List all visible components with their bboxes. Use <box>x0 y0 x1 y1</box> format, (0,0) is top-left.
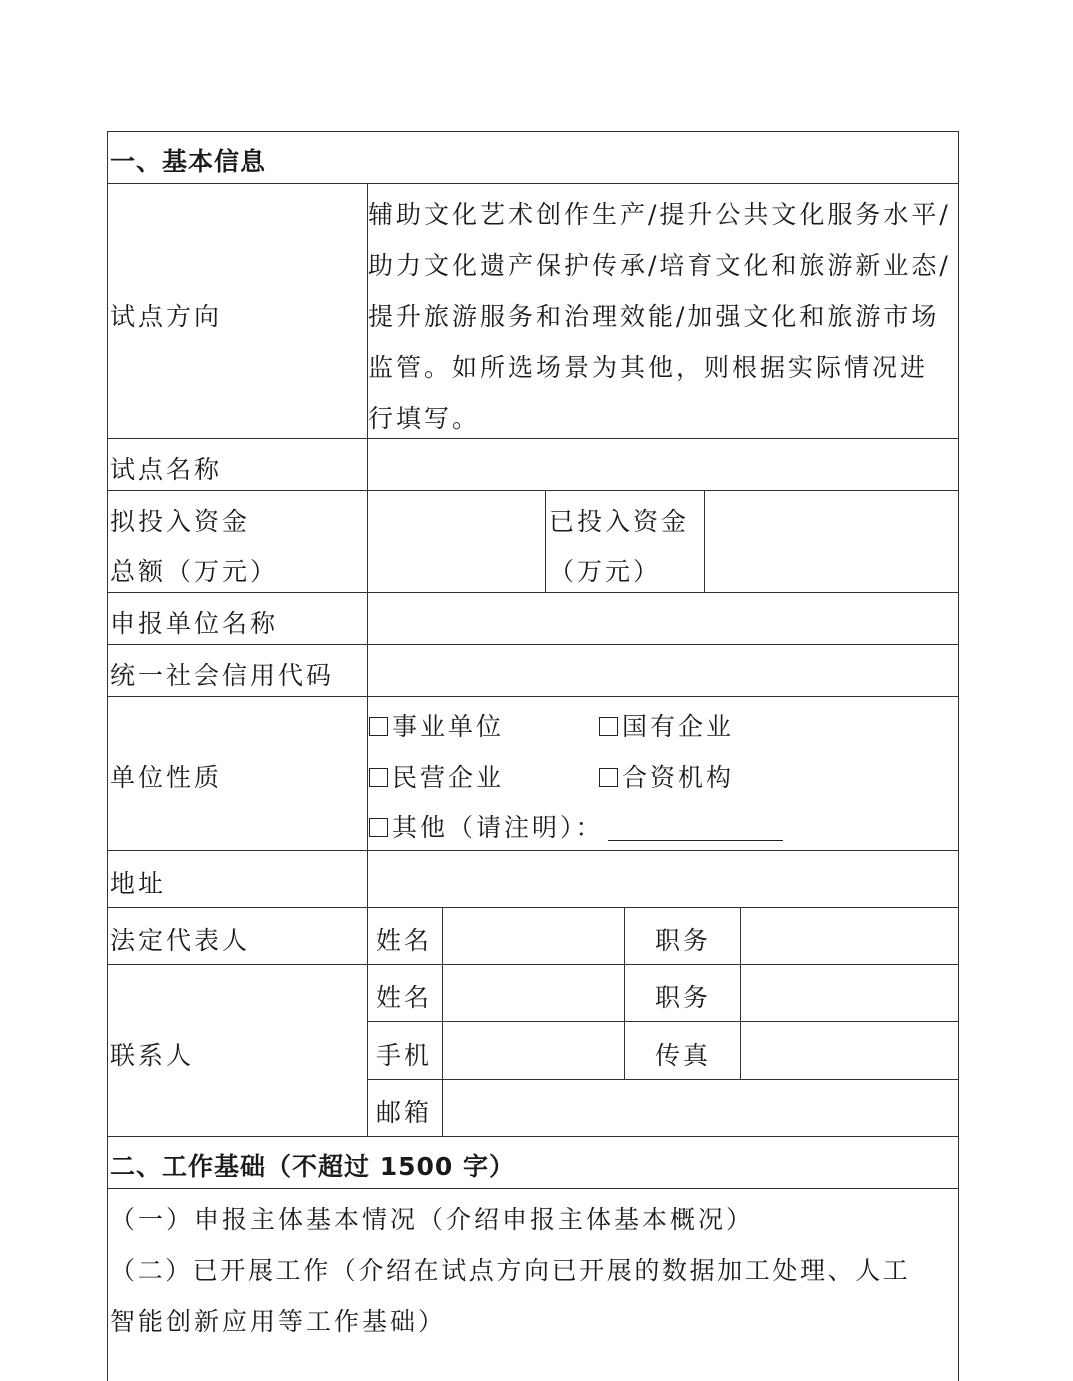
unit-type-label: 单位性质 <box>110 763 223 792</box>
planned-funds-field[interactable] <box>369 492 544 591</box>
table-border-right <box>958 131 959 1381</box>
contact-title-label: 职务 <box>655 983 712 1012</box>
contact-mobile-field[interactable] <box>444 1023 623 1078</box>
invested-funds-label-line2: （万元） <box>549 557 662 586</box>
planned-funds-label-line1: 拟投入资金 <box>110 507 251 536</box>
contact-name-field[interactable] <box>444 966 623 1020</box>
column-divider <box>442 907 443 1136</box>
legal-rep-name-field[interactable] <box>444 909 623 963</box>
pilot-name-label: 试点名称 <box>110 455 223 484</box>
table-border-left <box>107 131 108 1381</box>
column-divider <box>624 907 625 1079</box>
option-other[interactable]: 其他（请注明）： <box>369 802 783 853</box>
checkbox-icon[interactable] <box>369 818 388 837</box>
option-joint-venture[interactable]: 合资机构 <box>599 752 734 803</box>
other-specify-blank[interactable] <box>608 814 783 841</box>
contact-title-field[interactable] <box>742 966 957 1020</box>
legal-rep-label: 法定代表人 <box>110 926 251 955</box>
address-field[interactable] <box>369 852 957 906</box>
column-divider <box>704 490 705 592</box>
checkbox-icon[interactable] <box>599 717 618 736</box>
applicant-name-label: 申报单位名称 <box>110 609 279 638</box>
credit-code-label: 统一社会信用代码 <box>110 661 335 690</box>
checkbox-icon[interactable] <box>369 717 388 736</box>
planned-funds-label-line2: 总额（万元） <box>110 557 279 586</box>
direction-label: 试点方向 <box>110 302 223 331</box>
contact-fax-field[interactable] <box>742 1023 957 1078</box>
checkbox-icon[interactable] <box>599 768 618 787</box>
address-label: 地址 <box>110 869 167 898</box>
contact-email-field[interactable] <box>444 1081 957 1135</box>
pilot-name-field[interactable] <box>369 440 957 489</box>
legal-rep-title-field[interactable] <box>742 909 957 963</box>
option-private[interactable]: 民营企业 <box>369 752 504 803</box>
section-heading-work-foundation: 二、工作基础（不超过 1500 字） <box>110 1152 515 1181</box>
contact-label: 联系人 <box>110 1041 195 1070</box>
work-item-2-line1: （二）已开展工作（介绍在试点方向已开展的数据加工处理、人工 <box>110 1256 911 1285</box>
row-divider <box>107 1136 959 1137</box>
column-divider <box>545 490 546 592</box>
table-border-top <box>107 131 959 132</box>
invested-funds-label-line1: 已投入资金 <box>549 507 690 536</box>
row-divider <box>107 907 959 908</box>
contact-fax-label: 传真 <box>655 1041 712 1070</box>
applicant-name-field[interactable] <box>369 594 957 643</box>
direction-description: 辅助文化艺术创作生产/提升公共文化服务水平/助力文化遗产保护传承/培育文化和旅游新业态/提升旅游服务和治理效能/加强文化和旅游市场监管。如所选场景为其他，则根据实际情况进行填写。 <box>368 200 951 433</box>
contact-email-label: 邮箱 <box>376 1098 433 1127</box>
legal-rep-name-label: 姓名 <box>376 926 433 955</box>
credit-code-field[interactable] <box>369 646 957 695</box>
contact-name-label: 姓名 <box>376 983 433 1012</box>
legal-rep-title-label: 职务 <box>655 926 712 955</box>
option-state-owned[interactable]: 国有企业 <box>599 701 734 752</box>
row-divider <box>107 490 959 491</box>
invested-funds-field[interactable] <box>706 492 957 591</box>
column-divider <box>740 907 741 1079</box>
option-public-institution[interactable]: 事业单位 <box>369 701 504 752</box>
contact-mobile-label: 手机 <box>376 1041 433 1070</box>
section-heading-basic-info: 一、基本信息 <box>110 147 267 176</box>
work-item-2-line2: 智能创新应用等工作基础） <box>110 1307 447 1336</box>
work-item-1: （一）申报主体基本情况（介绍申报主体基本概况） <box>110 1205 755 1234</box>
checkbox-icon[interactable] <box>369 768 388 787</box>
